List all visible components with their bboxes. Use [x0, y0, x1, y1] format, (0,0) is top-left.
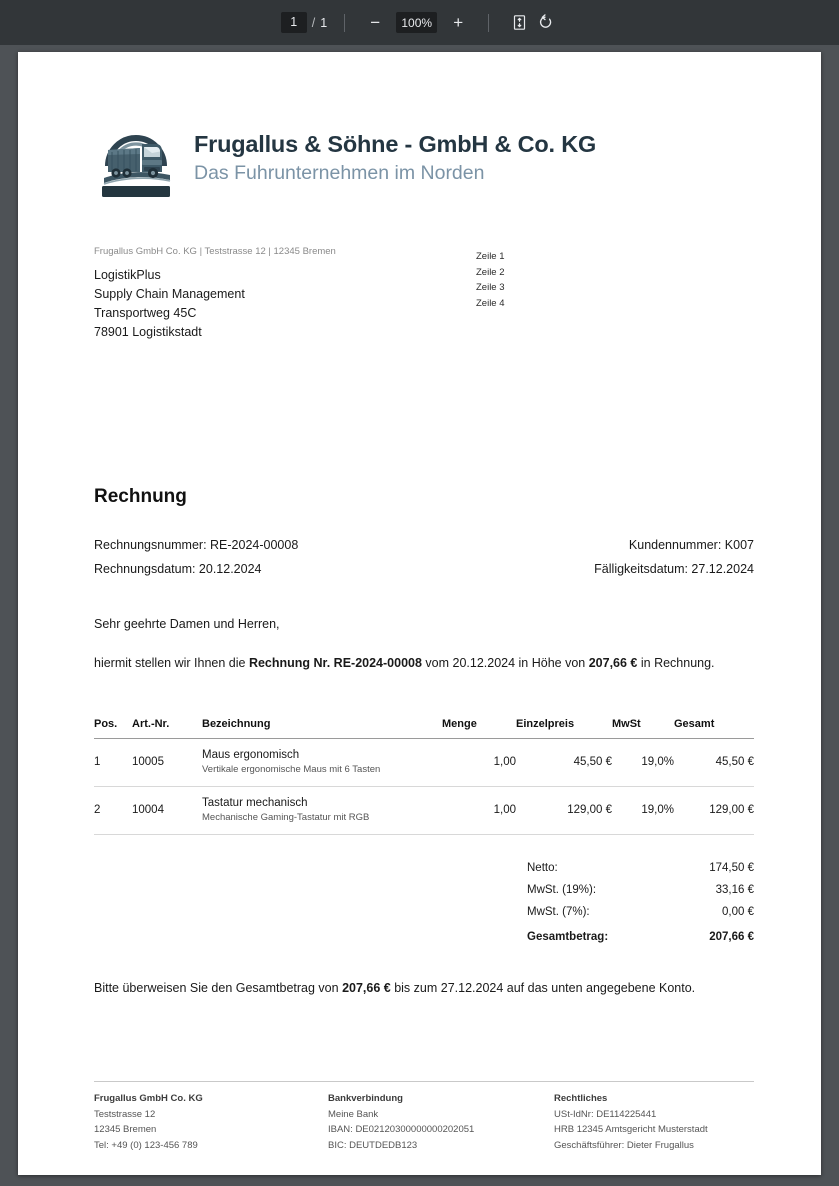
cell-article-no: 10004	[132, 787, 202, 835]
letterhead	[94, 52, 754, 200]
invoice-meta-row	[94, 533, 754, 557]
company-logo	[94, 116, 178, 200]
intro-paragraph	[94, 651, 754, 675]
letterhead-text	[194, 130, 596, 186]
cell-article-no: 10005	[132, 739, 202, 787]
closing-paragraph	[94, 976, 754, 1000]
pdf-viewer-toolbar	[0, 0, 839, 45]
item-description: Vertikale ergonomische Maus mit 6 Tasten	[202, 764, 381, 775]
cell-unit-price: 129,00 €	[516, 787, 612, 835]
totals-section	[94, 857, 754, 948]
page-navigation-group	[281, 12, 327, 33]
zoom-level-display[interactable]: 100%	[396, 12, 437, 33]
item-title: Tastatur mechanisch	[202, 797, 308, 809]
closing-text-1: Bitte überweisen Sie den Gesamtbetrag von	[94, 981, 343, 995]
recipient-address	[94, 266, 754, 342]
totals-value: 174,50 €	[709, 862, 754, 874]
rotate-button[interactable]	[532, 10, 558, 36]
footer-line: Geschäftsführer: Dieter Frugallus	[554, 1139, 694, 1151]
column-header-vat: MwSt	[612, 713, 674, 739]
due-date: Fälligkeitsdatum: 27.12.2024	[594, 562, 754, 576]
cell-description	[202, 787, 442, 835]
recipient-line: Supply Chain Management	[94, 287, 245, 301]
cell-description	[202, 739, 442, 787]
footer-line: 12345 Bremen	[94, 1124, 157, 1135]
fit-to-page-button[interactable]	[506, 10, 532, 36]
invoice-title: Rechnung	[94, 486, 187, 507]
info-line: Zeile 2	[476, 266, 505, 278]
cell-total: 129,00 €	[674, 787, 754, 835]
company-tagline: Das Fuhrunternehmen im Norden	[194, 162, 485, 185]
info-line: Zeile 3	[476, 282, 505, 293]
footer-heading: Bankverbindung	[328, 1093, 403, 1104]
totals-table	[527, 857, 754, 948]
totals-value: 0,00 €	[722, 906, 754, 918]
invoice-meta-row	[94, 557, 754, 581]
page-separator: /	[311, 15, 316, 30]
zoom-in-button[interactable]: +	[453, 12, 464, 32]
page-content	[94, 52, 754, 1175]
footer-line: IBAN: DE02120300000000202051	[328, 1124, 475, 1135]
footer-line: Teststrasse 12	[94, 1108, 156, 1120]
totals-row-grand-total	[527, 923, 754, 948]
column-header-unit-price: Einzelpreis	[516, 713, 612, 739]
footer-column-legal	[554, 1091, 754, 1153]
column-header-quantity: Menge	[442, 713, 516, 739]
footer-column-company	[94, 1091, 328, 1153]
zoom-controls-group	[362, 10, 471, 36]
totals-label: MwSt. (7%):	[527, 906, 590, 918]
column-header-article-no: Art.-Nr.	[132, 713, 202, 739]
customer-number: Kundennummer: K007	[628, 538, 754, 552]
company-name: Frugallus & Söhne - GmbH & Co. KG	[194, 131, 597, 158]
totals-row-vat7	[527, 901, 754, 923]
intro-amount: 207,66 €	[588, 656, 638, 670]
truck-logo-icon	[94, 116, 178, 200]
totals-label: MwSt. (19%):	[527, 884, 597, 896]
page-footer	[94, 1081, 754, 1153]
totals-label: Netto:	[527, 862, 558, 874]
recipient-line: LogistikPlus	[94, 268, 161, 282]
table-row	[94, 787, 754, 835]
footer-line: Meine Bank	[328, 1108, 379, 1120]
toolbar-divider-2	[488, 14, 489, 32]
footer-line: USt-IdNr: DE114225441	[554, 1108, 657, 1120]
invoice-meta	[94, 533, 754, 581]
totals-value: 33,16 €	[715, 884, 754, 896]
page-number-input[interactable]: 1	[281, 12, 307, 33]
footer-heading: Frugallus GmbH Co. KG	[94, 1093, 203, 1104]
line-items-table	[94, 713, 754, 835]
invoice-date: Rechnungsdatum: 20.12.2024	[94, 562, 262, 576]
pdf-page	[18, 52, 821, 1175]
cell-quantity: 1,00	[442, 739, 516, 787]
table-row	[94, 739, 754, 787]
info-line: Zeile 4	[476, 297, 505, 309]
cell-vat: 19,0%	[612, 787, 674, 835]
item-description: Mechanische Gaming-Tastatur mit RGB	[202, 812, 370, 823]
footer-line: HRB 12345 Amtsgericht Musterstadt	[554, 1124, 708, 1135]
footer-column-bank	[328, 1091, 554, 1153]
table-header-row	[94, 713, 754, 739]
totals-row-vat19	[527, 879, 754, 901]
rotate-icon	[536, 14, 554, 32]
cell-unit-price: 45,50 €	[516, 739, 612, 787]
fit-to-page-icon	[511, 14, 528, 31]
invoice-number: Rechnungsnummer: RE-2024-00008	[94, 538, 299, 552]
cell-vat: 19,0%	[612, 739, 674, 787]
totals-row-net	[527, 857, 754, 879]
cell-quantity: 1,00	[442, 787, 516, 835]
cell-pos: 1	[94, 739, 132, 787]
column-header-description: Bezeichnung	[202, 713, 442, 739]
closing-text-2: bis zum 27.12.2024 auf das unten angegebene Konto.	[390, 981, 696, 995]
item-title: Maus ergonomisch	[202, 749, 300, 761]
cell-pos: 2	[94, 787, 132, 835]
salutation: Sehr geehrte Damen und Herren,	[94, 617, 280, 631]
address-area	[94, 246, 754, 356]
closing-amount: 207,66 €	[342, 981, 391, 995]
sender-address-line: Frugallus GmbH Co. KG | Teststrasse 12 | 12345 Bremen	[94, 246, 336, 257]
info-line: Zeile 1	[476, 251, 505, 262]
intro-invoice-ref: Rechnung Nr. RE-2024-00008	[248, 656, 422, 670]
info-lines-block	[476, 249, 505, 311]
totals-value: 207,66 €	[709, 931, 754, 943]
zoom-out-button[interactable]: −	[370, 12, 381, 32]
toolbar-divider-1	[344, 14, 345, 32]
total-page-count: 1	[320, 15, 328, 30]
recipient-line: 78901 Logistikstadt	[94, 325, 202, 339]
column-header-pos: Pos.	[94, 713, 132, 739]
intro-text-2: vom 20.12.2024 in Höhe von	[421, 656, 589, 670]
cell-total: 45,50 €	[674, 739, 754, 787]
column-header-total: Gesamt	[674, 713, 754, 739]
footer-line: BIC: DEUTDEDB123	[328, 1139, 418, 1151]
intro-text-3: in Rechnung.	[637, 656, 715, 670]
footer-line: Tel: +49 (0) 123-456 789	[94, 1139, 198, 1151]
totals-label: Gesamtbetrag:	[527, 931, 609, 943]
footer-heading: Rechtliches	[554, 1093, 608, 1104]
intro-text-1: hiermit stellen wir Ihnen die	[94, 656, 249, 670]
recipient-line: Transportweg 45C	[94, 306, 197, 320]
